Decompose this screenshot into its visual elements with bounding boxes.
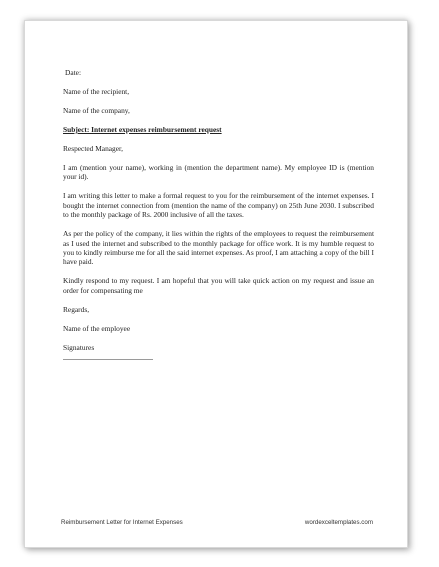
footer-website: wordexceltemplates.com xyxy=(304,519,373,526)
closing-line: Regards, xyxy=(63,304,90,314)
paragraph-intro: I am (mention your name), working in (mention the department name). My employee ID is (mention your id). xyxy=(63,163,374,182)
document-page xyxy=(24,20,408,548)
subject-line: Subject: Internet expenses reimbursement request xyxy=(63,125,222,134)
signature-label: Signatures xyxy=(63,342,95,352)
paragraph-policy: As per the policy of the company, it lies within the rights of the employees to request the reimbursement as I used the internet and subscribed to the monthly package for office work. It is my humble request to you to kindly reimburse me for all the said internet expenses. As proof, I am attaching a copy of the bill I have paid. xyxy=(63,229,374,267)
signature-line xyxy=(63,359,153,360)
paragraph-closing-request: Kindly respond to my request. I am hopeful that you will take quick action on my request and issue an order for compensating me xyxy=(63,276,374,295)
paragraph-request: I am writing this letter to make a formal request to you for the reimbursement of the internet expenses. I bought the internet connection from (mention the name of the company) on 25th June 2030. I subscribed to the monthly package of Rs. 2000 inclusive of all the taxes. xyxy=(63,191,374,220)
sender-name: Name of the employee xyxy=(63,323,131,333)
footer-title: Reimbursement Letter for Internet Expenses xyxy=(61,519,183,526)
recipient-line: Name of the recipient, xyxy=(63,87,130,96)
page-footer xyxy=(61,519,373,526)
letter-body xyxy=(63,68,374,360)
salutation: Respected Manager, xyxy=(63,144,124,153)
date-line: Date: xyxy=(65,68,82,77)
company-line: Name of the company, xyxy=(63,106,130,115)
